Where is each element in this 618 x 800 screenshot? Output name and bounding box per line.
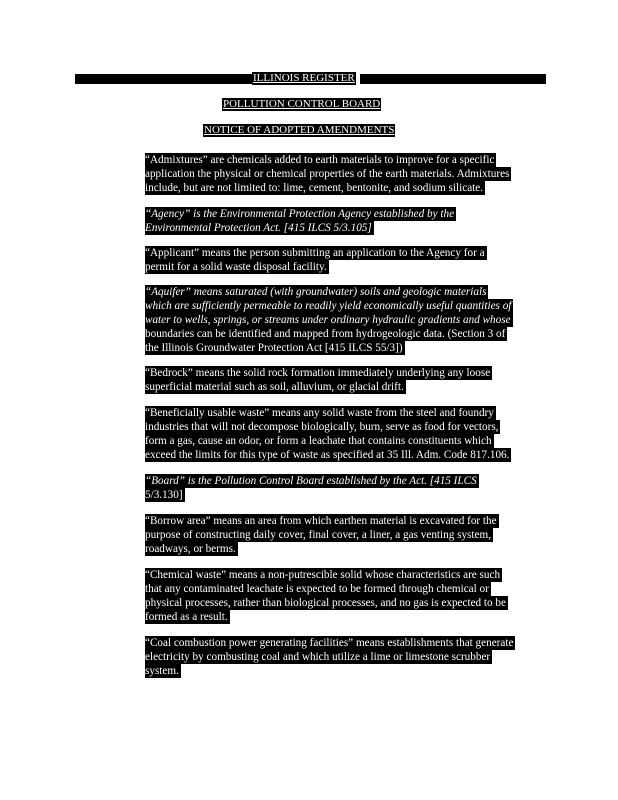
text-line: system. [145,665,179,677]
text-line: “Borrow area” means an area from which earthen material is excavated for the [145,515,497,527]
text-line: application the physical or chemical properties of the earth materials. Admixtures [145,168,510,180]
definition-applicant [145,246,545,274]
text-line: water to wells, springs, or streams under ordinary hydraulic gradients and whose [145,314,511,326]
definition-admixtures [145,153,545,195]
definition-coal-combustion [145,636,545,678]
text-line: roadways, or berms. [145,543,236,555]
text-line: exceed the limits for this type of waste as specified at 35 Ill. Adm. Code 817.106. [145,449,510,461]
text-line: industries that will not decompose biologically, burn, serve as food for vectors, [145,421,499,433]
text-line: which are sufficiently permeable to readily yield economically useful quantities of [145,300,512,312]
text-line: “Chemical waste” means a non-putrescible solid whose characteristics are such [145,569,501,581]
text-line: the Illinois Groundwater Protection Act [415 ILCS 55/3]) [145,342,403,354]
definition-bedrock [145,366,545,394]
text-line: form a gas, cause an odor, or form a leachate that contains constituents which [145,435,492,447]
text-line: “Admixtures” are chemicals added to earth materials to improve for a specific [145,154,495,166]
text-line: “Agency” is the Environmental Protection Agency established by the [145,208,455,220]
text-line: “Applicant” means the person submitting an application to the Agency for a [145,247,485,259]
text-line: “Beneficially usable waste” means any solid waste from the steel and foundry [145,407,494,419]
text-line: “Coal combustion power generating facilities” means establishments that generate [145,637,514,649]
definition-board [145,474,545,502]
text-line: 5/3.130] [145,489,183,501]
text-line: “Aquifer” means saturated (with groundwater) soils and geologic materials [145,286,487,298]
definition-aquifer [145,285,545,355]
text-line: purpose of constructing daily cover, final cover, a liner, a gas venting system, [145,529,491,541]
register-title: ILLINOIS REGISTER [253,72,355,84]
text-line: Environmental Protection Act. [415 ILCS 5/3.105] [145,222,372,234]
header-rule-right [360,74,546,84]
board-title: POLLUTION CONTROL BOARD [223,98,381,110]
text-line: that any contaminated leachate is expected to be formed through chemical or [145,583,489,595]
text-line: physical processes, rather than biological processes, and no gas is expected to be [145,597,506,609]
definition-agency [145,207,545,235]
header-rule-left [75,74,255,84]
text-line: electricity by combusting coal and which utilize a lime or limestone scrubber [145,651,491,663]
definition-borrow-area [145,514,545,556]
definition-chemical-waste [145,568,545,624]
text-line: “Bedrock” means the solid rock formation immediately underlying any loose [145,367,491,379]
definition-beneficially-usable-waste [145,406,545,462]
text-line: formed as a result. [145,611,228,623]
text-line: superficial material such as soil, alluvium, or glacial drift. [145,381,404,393]
notice-title: NOTICE OF ADOPTED AMENDMENTS [204,124,395,136]
text-line: permit for a solid waste disposal facility. [145,261,327,273]
text-line: boundaries can be identified and mapped from hydrogeologic data. (Section 3 of [145,328,506,340]
text-line: include, but are not limited to: lime, cement, bentonite, and sodium silicate. [145,182,484,194]
text-line: “Board” is the Pollution Control Board established by the Act. [415 ILCS [145,475,477,487]
